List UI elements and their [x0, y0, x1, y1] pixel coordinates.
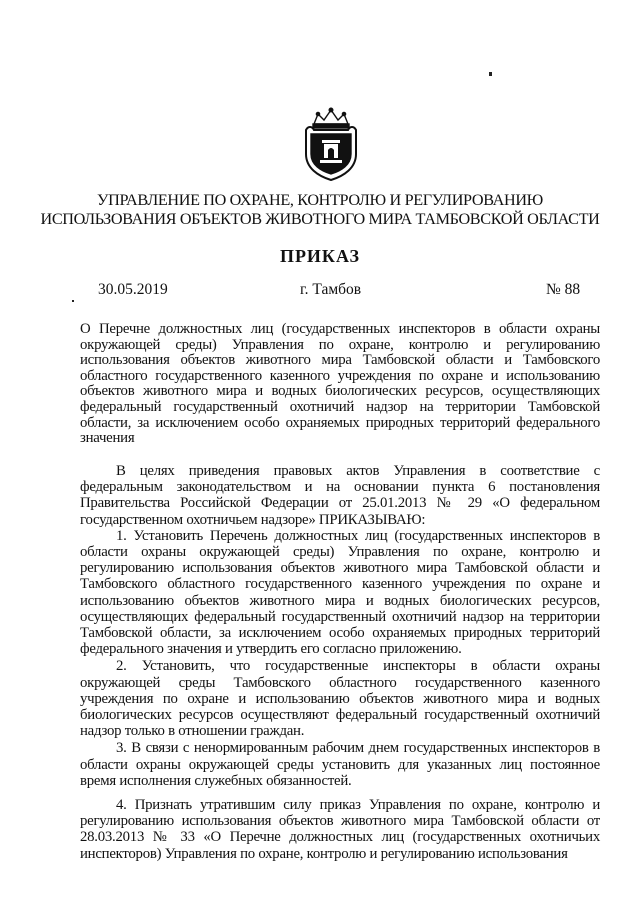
document-subject: О Перечне должностных лиц (государственных инспекторов в области охраны окружающей среды) Управления по охране, контролю и регулированию использования объектов животного мира Тамбовской области и Тамбовского областного государственного казенного учреждения по охране и использованию объектов животного мира и водных биологических ресурсов, осуществляющих федеральный государственный охотничий надзор на территории Тамбовской области, за исключением особо охраняемых природных территорий федерального значения [80, 321, 600, 447]
body-preamble: В целях приведения правовых актов Управления в соответствие с федеральным законодательством и на основании пункта 6 постановления Правительства Российской Федерации от 25.01.2013 № 29 «О федеральном государственном охотничьем надзоре» ПРИКАЗЫВАЮ: [80, 463, 600, 528]
document-body [80, 463, 600, 863]
body-paragraph-2: 2. Установить, что государственные инспекторы в области охраны окружающей среды Тамбовского областного государственного казенного учреждения по охране и использованию объектов животного мира и водных биологических ресурсов осуществляют федеральный государственный охотничий надзор только в отношении граждан. [80, 658, 600, 740]
organization-name-line-2: ИСПОЛЬЗОВАНИЯ ОБЪЕКТОВ ЖИВОТНОГО МИРА ТАМБОВСКОЙ ОБЛАСТИ [40, 210, 600, 228]
organization-name-line-1: УПРАВЛЕНИЕ ПО ОХРАНЕ, КОНТРОЛЮ И РЕГУЛИРОВАНИЮ [97, 191, 543, 209]
body-paragraph-1: 1. Установить Перечень должностных лиц (государственных инспекторов в области охраны окружающей среды) Управления по охране, контролю и регулированию использования объектов животного мира Тамбовской области и Тамбовского областного государственного казенного учреждения по охране и использованию объектов животного мира и водных биологических ресурсов, осуществляющих федеральный государственный охотничий надзор на территории Тамбовской области, за исключением особо охраняемых природных территорий федерального значения и утвердить его согласно приложению. [80, 527, 600, 658]
document-number: № 88 [546, 281, 581, 298]
document-date: 30.05.2019 [98, 281, 168, 298]
tambov-coat-of-arms-icon [300, 104, 362, 182]
organization-name [0, 191, 640, 229]
body-paragraph-4: 4. Признать утратившим силу приказ Управления по охране, контролю и регулированию использования объектов животного мира Тамбовской области от 28.03.2013 № 33 «О Перечне должностных лиц (государственных охотничьих инспекторов) Управления по охране, контролю и регулированию использования [80, 797, 600, 862]
document-type-title: ПРИКАЗ [279, 246, 361, 266]
scan-speck [72, 300, 74, 302]
document-city: г. Тамбов [300, 281, 362, 298]
body-paragraph-3: 3. В связи с ненормированным рабочим днем государственных инспекторов в области охраны окружающей среды установить для указанных лиц постоянное время исполнения служебных обязанностей. [80, 740, 600, 789]
scan-speck [489, 72, 492, 76]
